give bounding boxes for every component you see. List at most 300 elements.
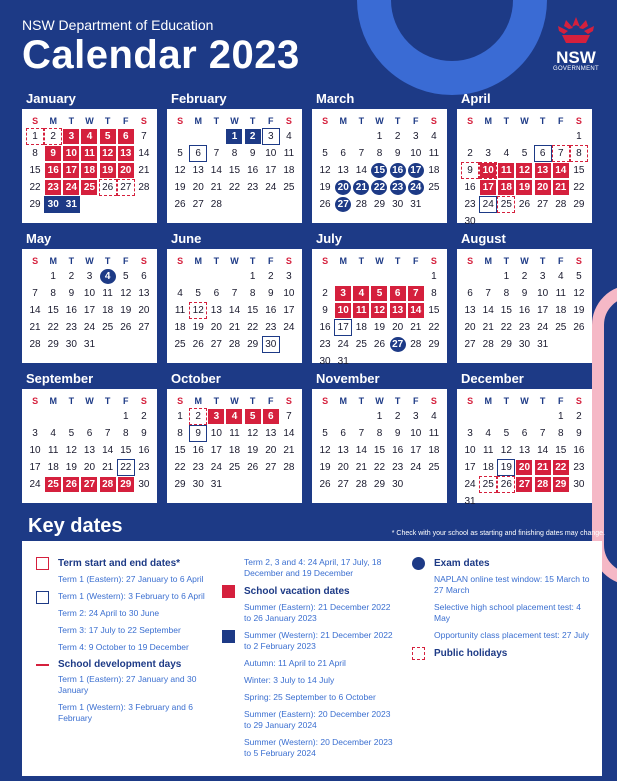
day-cell xyxy=(207,460,225,476)
day-number: 18 xyxy=(47,462,59,473)
day-cell xyxy=(461,320,479,336)
day-cell xyxy=(171,477,189,493)
day-cell xyxy=(207,337,225,353)
day-cell xyxy=(352,426,370,442)
day-number: 20 xyxy=(265,445,277,456)
day-number: 26 xyxy=(518,199,531,210)
key-date-text: Term 1 (Western): 3 February and 6 February xyxy=(58,702,193,723)
day-cell xyxy=(316,320,334,336)
day-number: 19 xyxy=(192,322,204,333)
day-cell xyxy=(497,163,515,179)
day-number: 13 xyxy=(518,445,531,456)
weekday-label: S xyxy=(32,396,39,406)
empty-cell xyxy=(497,129,515,145)
day-number: 6 xyxy=(340,428,346,439)
day-cell xyxy=(552,443,570,459)
day-cell xyxy=(280,286,298,302)
day-cell xyxy=(26,197,44,213)
day-cell xyxy=(407,146,425,162)
day-cell xyxy=(117,460,135,476)
weekday-label: S xyxy=(430,116,437,126)
day-cell xyxy=(244,286,262,302)
day-number: 16 xyxy=(464,182,476,193)
key-group xyxy=(412,557,592,641)
day-cell xyxy=(135,129,153,145)
key-date-text: Winter: 3 July to 14 July xyxy=(244,675,335,685)
weekday-label: S xyxy=(467,116,474,126)
day-cell xyxy=(280,180,298,196)
day-cell xyxy=(189,303,207,319)
day-number: 6 xyxy=(390,286,406,301)
day-number: 13 xyxy=(210,305,222,316)
day-number: 21 xyxy=(535,460,551,475)
day-cell xyxy=(99,146,117,162)
day-number: 15 xyxy=(228,165,241,176)
day-number: 5 xyxy=(503,428,510,439)
legend-swatch-icon xyxy=(36,557,49,570)
key-heading-text: Public holidays xyxy=(434,648,508,659)
day-number: 28 xyxy=(29,339,41,350)
day-cell xyxy=(515,163,533,179)
weekday-label: M xyxy=(194,396,202,406)
key-dates-title: Key dates xyxy=(28,515,123,537)
weekday-label: S xyxy=(575,256,582,266)
empty-cell xyxy=(316,269,334,285)
weekday-label: T xyxy=(539,116,546,126)
day-number: 9 xyxy=(394,148,401,159)
day-number: 7 xyxy=(358,428,365,439)
day-cell xyxy=(407,180,425,196)
day-number: 1 xyxy=(376,411,383,422)
day-cell xyxy=(425,180,443,196)
day-number: 31 xyxy=(464,496,476,507)
day-cell xyxy=(62,303,80,319)
weekday-label: M xyxy=(484,256,492,266)
weekday-label: T xyxy=(503,256,510,266)
day-number: 20 xyxy=(516,460,532,475)
day-cell xyxy=(552,269,570,285)
day-number: 25 xyxy=(498,197,514,212)
day-number: 31 xyxy=(63,197,79,212)
day-number: 10 xyxy=(335,303,351,318)
weekday-label: W xyxy=(375,256,384,266)
month-march xyxy=(312,90,447,223)
day-cell xyxy=(479,443,497,459)
month-title: November xyxy=(316,371,380,386)
day-cell xyxy=(316,180,334,196)
day-cell xyxy=(189,443,207,459)
day-number: 11 xyxy=(483,445,494,456)
day-number: 12 xyxy=(573,288,585,299)
day-cell xyxy=(461,443,479,459)
empty-cell xyxy=(189,269,207,285)
day-cell xyxy=(389,443,407,459)
day-number: 22 xyxy=(553,460,569,475)
day-number: 6 xyxy=(190,146,206,161)
day-number: 1 xyxy=(249,271,256,282)
day-cell xyxy=(171,409,189,425)
day-cell xyxy=(44,269,62,285)
day-number: 15 xyxy=(373,445,386,456)
day-cell xyxy=(80,269,98,285)
weekday-label: W xyxy=(85,256,94,266)
weekday-label: S xyxy=(285,396,292,406)
day-number: 11 xyxy=(283,148,295,159)
key-date-text: Term 1 (Eastern): 27 January to 6 April xyxy=(58,574,204,584)
day-number: 13 xyxy=(464,305,476,316)
day-number: 18 xyxy=(228,445,241,456)
day-cell xyxy=(44,337,62,353)
day-number: 19 xyxy=(319,182,331,193)
weekday-label: M xyxy=(484,396,492,406)
day-number: 9 xyxy=(576,428,582,439)
day-cell xyxy=(334,354,352,370)
day-cell xyxy=(334,197,352,213)
day-cell xyxy=(515,197,533,213)
day-number: 8 xyxy=(571,146,587,161)
day-cell xyxy=(280,443,298,459)
day-cell xyxy=(262,426,280,442)
empty-cell xyxy=(461,129,479,145)
day-number: 21 xyxy=(283,445,295,456)
day-number: 11 xyxy=(81,146,97,161)
day-number: 21 xyxy=(355,462,367,473)
day-cell xyxy=(117,443,135,459)
day-number: 8 xyxy=(557,428,564,439)
day-cell xyxy=(44,320,62,336)
day-cell xyxy=(207,409,225,425)
logo-government-text: GOVERNMENT xyxy=(552,66,599,72)
day-number: 22 xyxy=(428,322,440,333)
day-cell xyxy=(352,146,370,162)
key-heading-text: School vacation dates xyxy=(244,586,350,597)
empty-cell xyxy=(316,129,334,145)
day-number: 30 xyxy=(573,479,585,490)
day-cell xyxy=(515,426,533,442)
weekday-label: T xyxy=(539,256,546,266)
day-number: 25 xyxy=(555,322,567,333)
month-july xyxy=(312,230,447,367)
day-number: 9 xyxy=(249,148,256,159)
day-number: 27 xyxy=(464,339,476,350)
weekday-label: S xyxy=(32,116,39,126)
day-number: 25 xyxy=(480,477,496,492)
day-cell xyxy=(389,337,407,353)
day-number: 12 xyxy=(120,288,132,299)
day-number: 27 xyxy=(81,477,97,492)
day-cell xyxy=(534,460,552,476)
day-cell xyxy=(316,146,334,162)
day-cell xyxy=(99,460,117,476)
day-number: 4 xyxy=(431,131,437,142)
day-cell xyxy=(389,409,407,425)
day-number: 17 xyxy=(464,462,476,473)
weekday-label: W xyxy=(230,256,239,266)
day-cell xyxy=(334,477,352,493)
day-number: 6 xyxy=(141,271,147,282)
weekday-label: T xyxy=(213,396,220,406)
legend-swatch-icon xyxy=(222,585,235,598)
day-number: 28 xyxy=(410,339,422,350)
day-cell xyxy=(244,409,262,425)
month-title: February xyxy=(171,91,227,106)
day-number: 7 xyxy=(286,411,292,422)
month-may xyxy=(22,230,157,363)
day-cell xyxy=(280,269,298,285)
day-cell xyxy=(244,426,262,442)
key-date-text: Selective high school placement test: 4 May xyxy=(434,602,581,623)
day-number: 1 xyxy=(226,129,242,144)
weekday-label: T xyxy=(68,396,75,406)
month-calendar xyxy=(457,109,592,227)
day-cell xyxy=(352,337,370,353)
empty-cell xyxy=(189,129,207,145)
day-cell xyxy=(497,337,515,353)
empty-cell xyxy=(316,409,334,425)
month-calendar xyxy=(167,389,302,503)
day-number: 24 xyxy=(464,479,476,490)
day-number: 17 xyxy=(335,320,351,335)
day-number: 21 xyxy=(482,322,494,333)
day-cell xyxy=(207,197,225,213)
empty-cell xyxy=(461,269,479,285)
day-number: 23 xyxy=(464,199,476,210)
day-cell xyxy=(117,180,135,196)
day-cell xyxy=(407,443,425,459)
day-number: 2 xyxy=(322,288,328,299)
day-number: 12 xyxy=(319,165,331,176)
day-cell xyxy=(334,443,352,459)
day-number: 4 xyxy=(50,428,56,439)
day-cell xyxy=(80,460,98,476)
day-number: 1 xyxy=(503,271,510,282)
day-cell xyxy=(316,426,334,442)
empty-cell xyxy=(461,409,479,425)
day-cell xyxy=(262,443,280,459)
day-cell xyxy=(262,460,280,476)
day-number: 14 xyxy=(408,303,424,318)
day-cell xyxy=(244,129,262,145)
day-number: 3 xyxy=(286,271,292,282)
weekday-label: M xyxy=(339,116,347,126)
day-number: 24 xyxy=(29,479,41,490)
month-title: January xyxy=(26,91,76,106)
day-number: 4 xyxy=(431,411,437,422)
day-cell xyxy=(99,180,117,196)
day-number: 18 xyxy=(174,322,186,333)
weekday-label: S xyxy=(285,116,292,126)
day-number: 23 xyxy=(319,339,331,350)
day-cell xyxy=(479,426,497,442)
day-number: 11 xyxy=(353,303,369,318)
day-cell xyxy=(352,286,370,302)
day-cell xyxy=(135,320,153,336)
key-group xyxy=(36,557,211,585)
month-november xyxy=(312,370,447,503)
day-number: 17 xyxy=(283,305,295,316)
day-number: 15 xyxy=(500,305,512,316)
day-cell xyxy=(425,320,443,336)
day-number: 2 xyxy=(68,271,75,282)
day-number: 26 xyxy=(373,339,386,350)
day-cell xyxy=(479,303,497,319)
day-cell xyxy=(26,443,44,459)
day-cell xyxy=(135,286,153,302)
day-number: 24 xyxy=(63,180,79,195)
day-number: 10 xyxy=(537,288,549,299)
empty-cell xyxy=(171,269,189,285)
day-number: 27 xyxy=(335,197,351,212)
day-cell xyxy=(117,426,135,442)
day-cell xyxy=(189,409,207,425)
weekday-label: S xyxy=(467,396,474,406)
day-number: 26 xyxy=(100,180,116,195)
day-number: 28 xyxy=(228,339,241,350)
day-number: 3 xyxy=(263,129,279,144)
day-cell xyxy=(334,460,352,476)
day-cell xyxy=(552,146,570,162)
day-number: 12 xyxy=(319,445,331,456)
day-cell xyxy=(207,477,225,493)
day-number: 30 xyxy=(45,197,61,212)
key-date-text: Term 2: 24 April to 30 June xyxy=(58,608,160,618)
day-cell xyxy=(370,443,388,459)
day-number: 9 xyxy=(68,288,75,299)
day-number: 12 xyxy=(190,303,206,318)
empty-cell xyxy=(479,129,497,145)
day-number: 13 xyxy=(83,445,96,456)
day-number: 27 xyxy=(265,462,277,473)
day-cell xyxy=(244,320,262,336)
day-number: 22 xyxy=(247,322,259,333)
day-number: 2 xyxy=(394,411,401,422)
day-number: 27 xyxy=(118,180,134,195)
day-cell xyxy=(479,286,497,302)
weekday-label: W xyxy=(85,116,94,126)
day-cell xyxy=(62,460,80,476)
day-number: 14 xyxy=(355,165,367,176)
day-cell xyxy=(44,426,62,442)
day-number: 6 xyxy=(118,129,134,144)
day-number: 17 xyxy=(408,163,424,178)
months-grid xyxy=(22,90,602,507)
day-number: 10 xyxy=(480,163,496,178)
day-cell xyxy=(99,320,117,336)
weekday-label: F xyxy=(123,396,129,406)
day-number: 30 xyxy=(263,337,279,352)
weekday-label: F xyxy=(268,396,274,406)
month-title: March xyxy=(316,91,355,106)
weekday-label: F xyxy=(268,256,274,266)
day-number: 29 xyxy=(29,199,41,210)
weekday-label: W xyxy=(230,116,239,126)
day-number: 18 xyxy=(283,165,295,176)
day-number: 12 xyxy=(65,445,77,456)
day-cell xyxy=(26,180,44,196)
empty-cell xyxy=(207,129,225,145)
day-cell xyxy=(225,443,243,459)
month-calendar xyxy=(167,249,302,363)
day-number: 7 xyxy=(485,288,491,299)
day-cell xyxy=(534,180,552,196)
day-number: 8 xyxy=(177,428,183,439)
weekday-label: F xyxy=(558,116,564,126)
day-cell xyxy=(352,320,370,336)
day-cell xyxy=(570,286,588,302)
day-cell xyxy=(262,409,280,425)
day-number: 27 xyxy=(138,322,150,333)
empty-cell xyxy=(80,409,98,425)
day-cell xyxy=(26,460,44,476)
legend-swatch-icon xyxy=(222,630,235,643)
weekday-label: T xyxy=(358,396,365,406)
day-number: 21 xyxy=(553,180,569,195)
empty-cell xyxy=(407,269,425,285)
day-number: 9 xyxy=(267,288,274,299)
day-cell xyxy=(552,180,570,196)
key-date-text: Term 1 (Western): 3 February to 6 April xyxy=(58,591,205,601)
day-number: 27 xyxy=(210,339,222,350)
day-number: 10 xyxy=(265,148,277,159)
day-cell xyxy=(171,197,189,213)
day-cell xyxy=(262,180,280,196)
day-cell xyxy=(534,443,552,459)
day-number: 14 xyxy=(355,445,367,456)
weekday-label: M xyxy=(49,116,57,126)
day-number: 7 xyxy=(358,148,365,159)
weekday-label: T xyxy=(539,396,546,406)
day-number: 15 xyxy=(573,165,585,176)
day-number: 23 xyxy=(265,322,277,333)
day-cell xyxy=(407,303,425,319)
day-cell xyxy=(316,354,334,370)
day-number: 24 xyxy=(480,197,496,212)
day-cell xyxy=(316,460,334,476)
day-cell xyxy=(262,129,280,145)
day-number: 23 xyxy=(518,322,531,333)
day-number: 8 xyxy=(503,288,510,299)
day-cell xyxy=(117,286,135,302)
day-number: 30 xyxy=(518,339,531,350)
day-cell xyxy=(407,197,425,213)
day-number: 24 xyxy=(265,182,277,193)
day-number: 3 xyxy=(412,411,419,422)
key-heading-text: School development days xyxy=(58,659,182,670)
day-cell xyxy=(461,163,479,179)
weekday-label: T xyxy=(104,256,111,266)
day-number: 29 xyxy=(428,339,440,350)
key-group xyxy=(222,585,397,624)
day-cell xyxy=(389,286,407,302)
day-cell xyxy=(370,146,388,162)
month-calendar xyxy=(167,109,302,223)
day-number: 23 xyxy=(392,462,404,473)
day-cell xyxy=(534,269,552,285)
day-cell xyxy=(461,214,479,230)
day-number: 29 xyxy=(47,339,59,350)
day-number: 29 xyxy=(174,479,186,490)
day-cell xyxy=(570,460,588,476)
weekday-label: W xyxy=(85,396,94,406)
day-cell xyxy=(407,163,425,179)
day-cell xyxy=(280,303,298,319)
day-number: 24 xyxy=(83,322,96,333)
day-cell xyxy=(80,477,98,493)
key-column-3 xyxy=(412,557,592,664)
legend-swatch-icon xyxy=(412,647,425,660)
empty-cell xyxy=(552,129,570,145)
day-cell xyxy=(479,460,497,476)
